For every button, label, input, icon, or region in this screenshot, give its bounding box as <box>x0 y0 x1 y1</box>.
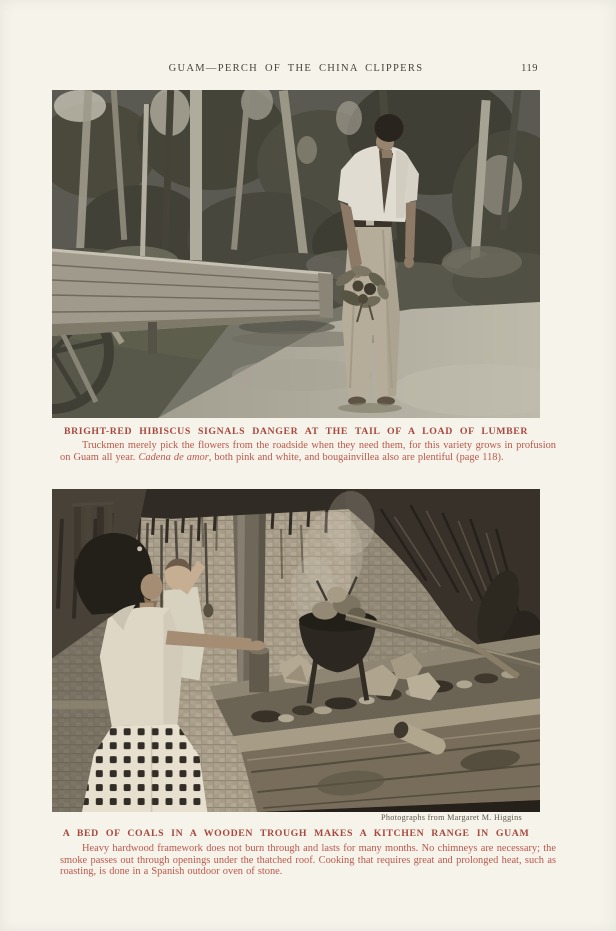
photo-credit: Photographs from Margaret M. Higgins <box>381 813 522 822</box>
page-title: GUAM—PERCH OF THE CHINA CLIPPERS <box>168 63 424 74</box>
figure1-caption: BRIGHT-RED HIBISCUS SIGNALS DANGER AT THE TAIL OF A LOAD OF LUMBER <box>63 426 529 437</box>
figure1-text-italic: Cadena de amor <box>138 451 209 463</box>
lumber-photo <box>52 90 540 418</box>
figure1-text-start: Truckmen merely pick the flowers from the roadside when they need them, for this variety grows in profusion on Guam all year. <box>60 440 556 463</box>
figure1-text-end: , both pink and white, and bougainvillea also are plentiful (page 118). <box>208 451 504 463</box>
lumber-photo-illustration <box>52 90 540 418</box>
figure1-description <box>60 440 556 463</box>
page-number: 119 <box>521 63 538 74</box>
running-header <box>52 63 540 77</box>
kitchen-photo-illustration <box>52 489 540 812</box>
kitchen-photo <box>52 489 540 812</box>
figure2-caption: A BED OF COALS IN A WOODEN TROUGH MAKES A KITCHEN RANGE IN GUAM <box>62 828 530 839</box>
figure2-description: Heavy hardwood framework does not burn through and lasts for many months. No chimneys are necessary; the smoke passes out through openings under the thatched roof. Cooking that requires great and prolonged heat, such as roasting, is done in a Spanish outdoor oven of stone. <box>60 843 556 878</box>
